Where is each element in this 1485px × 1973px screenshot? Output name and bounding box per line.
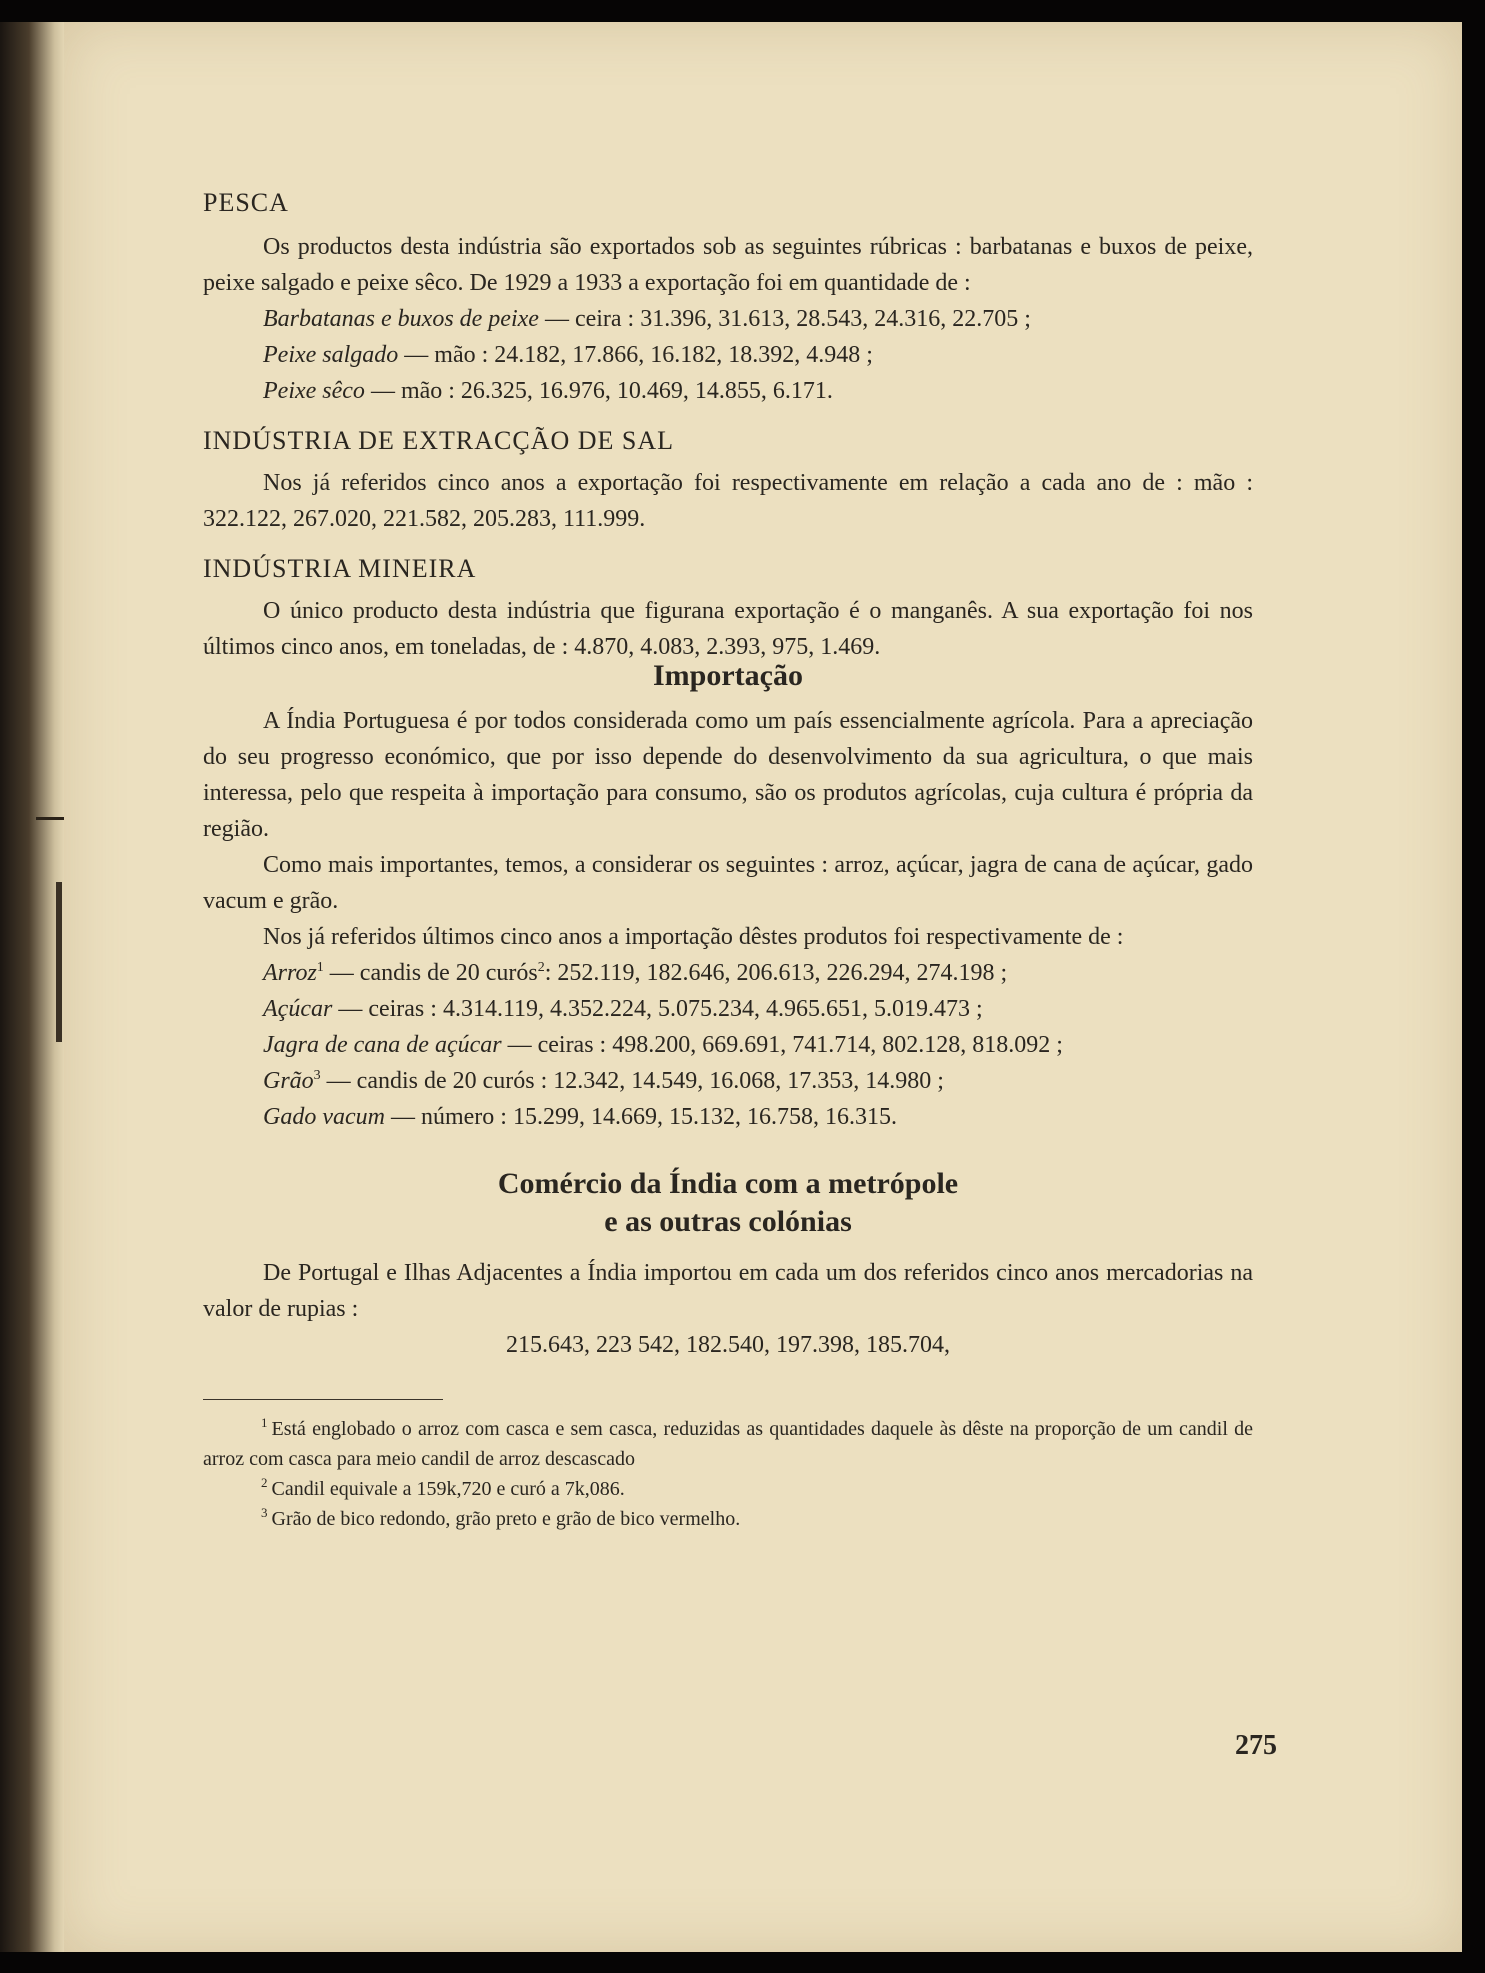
importacao-paragraph: Nos já referidos últimos cinco anos a importação dêstes produtos foi respectivamente de : — [263, 924, 1124, 950]
footnote — [203, 1474, 1253, 1504]
item-values: — ceiras : 4.314.119, 4.352.224, 5.075.234, 4.965.651, 5.019.473 ; — [338, 996, 983, 1022]
page-content — [203, 185, 1253, 1534]
pesca-item — [203, 373, 1253, 409]
comercio-title-line1: Comércio da Índia com a metrópole — [497, 1167, 959, 1200]
section-heading-mineira: INDÚSTRIA MINEIRA — [203, 554, 477, 583]
footnote — [203, 1504, 1253, 1534]
item-values: — mão : 24.182, 17.866, 16.182, 18.392, 4.948 ; — [404, 342, 873, 368]
footnote-divider — [203, 1399, 443, 1400]
item-values: — ceiras : 498.200, 669.691, 741.714, 802.128, 818.092 ; — [507, 1032, 1063, 1058]
section-heading-pesca: PESCA — [203, 188, 289, 217]
section-heading-sal: INDÚSTRIA DE EXTRACÇÃO DE SAL — [203, 426, 674, 455]
importacao-item — [203, 1027, 1253, 1063]
importacao-paragraph: Como mais importantes, temos, a considerar os seguintes : arroz, açúcar, jagra de cana de açúcar, gado vacum e grão. — [203, 852, 1253, 914]
importacao-item — [203, 955, 1253, 991]
footnote-number: 1 — [261, 1415, 268, 1431]
book-spine — [0, 22, 64, 1952]
mineira-text: O único producto desta indústria que figurana exportação é o manganês. A sua exportação foi nos últimos cinco anos, em toneladas, de : 4.870, 4.083, 2.393, 975, 1.469. — [203, 598, 1253, 660]
item-label: Gado vacum — [263, 1104, 385, 1130]
footnote-number: 3 — [261, 1505, 268, 1521]
footnote-ref: 2 — [537, 960, 545, 975]
importacao-paragraph: A Índia Portuguesa é por todos considerada como um país essencialmente agrícola. Para a apreciação do seu progresso económico, que por isso depende do desenvolvimento da sua agricultura, o que mais interessa, pelo que respeita à importação para consumo, são os produtos agrícolas, cuja cultura é própria da região. — [203, 708, 1253, 842]
item-label: Grão — [263, 1068, 314, 1094]
item-values: — ceira : 31.396, 31.613, 28.543, 24.316, 22.705 ; — [544, 306, 1031, 332]
footnote-ref: 1 — [316, 960, 324, 975]
sal-text: Nos já referidos cinco anos a exportação foi respectivamente em relação a cada ano de : mão : 322.122, 267.020, 221.582, 205.283, 111.999. — [203, 470, 1253, 532]
footnote-ref: 3 — [313, 1068, 321, 1083]
importacao-item — [203, 1063, 1253, 1099]
pesca-intro: Os productos desta indústria são exportados sob as seguintes rúbricas : barbatanas e buxos de peixe, peixe salgado e peixe sêco. De 1929 a 1933 a exportação foi em quantidade de : — [203, 234, 1253, 296]
comercio-values: 215.643, 223 542, 182.540, 197.398, 185.704, — [506, 1332, 950, 1358]
footnote-text: Grão de bico redondo, grão preto e grão de bico vermelho. — [271, 1508, 741, 1530]
importacao-item — [203, 1099, 1253, 1135]
comercio-text: De Portugal e Ilhas Adjacentes a Índia importou em cada um dos referidos cinco anos mercadorias na valor de rupias : — [203, 1260, 1253, 1322]
comercio-title-line2: e as outras colónias — [604, 1205, 852, 1238]
footnote — [203, 1414, 1253, 1474]
pesca-item — [203, 337, 1253, 373]
pesca-item — [203, 301, 1253, 337]
spine-mark — [36, 817, 66, 820]
item-values: : 252.119, 182.646, 206.613, 226.294, 274.198 ; — [544, 960, 1008, 986]
item-values: — candis de 20 curós : 12.342, 14.549, 16.068, 17.353, 14.980 ; — [326, 1068, 944, 1094]
footnote-number: 2 — [261, 1475, 268, 1491]
spine-mark — [56, 882, 62, 1042]
item-values: — mão : 26.325, 16.976, 10.469, 14.855, 6.171. — [370, 378, 833, 404]
item-label: Peixe salgado — [263, 342, 399, 368]
item-label: Arroz — [263, 960, 317, 986]
item-values: — candis de 20 curós — [329, 960, 538, 986]
footnote-text: Candil equivale a 159k,720 e curó a 7k,086. — [271, 1478, 625, 1500]
importacao-title: Importação — [653, 659, 803, 692]
item-label: Açúcar — [263, 996, 333, 1022]
item-label: Jagra de cana de açúcar — [263, 1032, 502, 1058]
item-values: — número : 15.299, 14.669, 15.132, 16.758, 16.315. — [390, 1104, 897, 1130]
item-label: Peixe sêco — [263, 378, 365, 404]
footnote-text: Está englobado o arroz com casca e sem casca, reduzidas as quantidades daquele às dêste na proporção de um candil de arroz com casca para meio candil de arroz descascado — [203, 1418, 1253, 1470]
page-number: 275 — [1235, 1730, 1277, 1761]
importacao-item — [203, 991, 1253, 1027]
item-label: Barbatanas e buxos de peixe — [263, 306, 539, 332]
